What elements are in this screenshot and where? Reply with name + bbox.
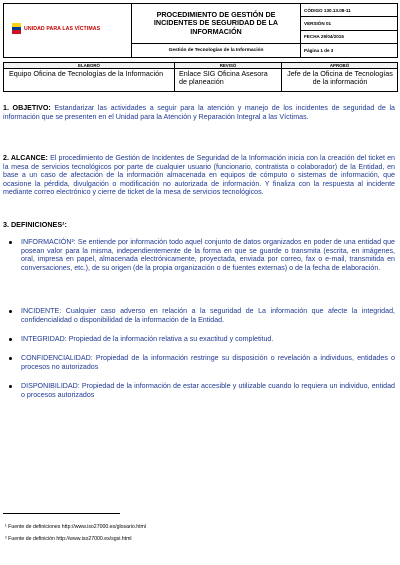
approval-header-aprobo: APROBÓ [329,63,350,68]
definition-term: INTEGRIDAD: [21,335,67,343]
section-alcance [3,154,395,197]
document-title: PROCEDIMIENTO DE GESTIÓN DE INCIDENTES DE SEGURIDAD DE LA INFORMACIÓN [132,4,301,44]
definition-text: Se entiende por información todo aquel conjunto de datos organizados en poder de una entidad que posean valor para la misma, independientemente de la forma en que se guarde o transmita (escrita, en imágenes, oral, impresa en papel, almacenada electrónicamente, proyectada, enviada por correo, fax o e-mail, transmitida en conversaciones, etc.), de su origen (de la propia organización o de fuentes externas) o de la fecha de elaboración. [21,238,395,272]
bullet-icon [9,357,12,360]
bullet-icon [9,310,12,313]
footnote: ² Fuente de definición http://www.iso27000.es/sgsi.html [5,536,132,542]
section-text: El procedimiento de Gestión de Incidentes de Seguridad de la Información inicia con la creación del ticket en la mesa de servicios tecnológicos por parte de cualquier usuario (funcionario, contratista o colaborador) de la Entidad, en base a un caso de afectación de la información almacenada en equipos de cómputo o sistemas de información, que ocasione la pérdida, divulgación o modificación no autorizada de información. Y finaliza con la respuesta al incidente mediante correo electrónico y cierre de ticket de la mesa de servicios tecnológicos. [3,154,395,197]
section-label: 1. OBJETIVO: [3,104,51,112]
footnote-separator [3,513,120,514]
section-objetivo [3,104,395,121]
section-label: 2. ALCANCE: [3,154,48,162]
definition-text: Cualquier caso adverso en relación a la seguridad de La información que afecte la integridad, confidencialidad o disponibilidad de la información de la Entidad. [21,307,395,324]
bullet-icon [9,385,12,388]
logo-text: UNIDAD PARA LAS VÍCTIMAS [24,25,101,32]
approvals-table [3,62,398,92]
section-definiciones-label: 3. DEFINICIONES¹: [3,220,67,229]
bullet-icon [9,338,12,341]
page-number: Página 1 de 3 [304,47,334,53]
approval-header-elaboro: ELABORÓ [78,63,100,68]
bullet-icon [9,241,12,244]
document-meta [301,4,397,57]
column-divider [174,63,175,91]
document-code: CÓDIGO 130.13.08-11 [301,4,397,17]
definition-text: Propiedad de la información restringe su disposición o revelación a individuos, entidades o procesos no autorizados [21,354,395,371]
definition-term: INCIDENTE: [21,307,62,315]
logo-cell [4,4,132,57]
document-date: FECHA 29/04/2016 [301,31,397,44]
definition-term: INFORMACIÓN²: [21,238,76,246]
section-text: Estandarizar las actividades a seguir para la atención y manejo de los incidentes de seguridad de la información que se presenten en el Unidad para la Atención y Reparación Integral a las Víctimas. [3,104,395,121]
definition-term: CONFIDENCIALIDAD: [21,354,93,362]
footnote: ¹ Fuente de definiciones http://www.iso27000.es/glosario.html [5,524,147,530]
document-header [3,3,398,58]
colombia-flag-icon [12,23,21,34]
column-divider [281,63,282,91]
definition-text: Propiedad de la información relativa a su exactitud y completitud. [68,335,274,343]
department-name: Gestión de Tecnologías de la Información [132,44,301,57]
logo [12,23,100,34]
approval-value-elaboro: Equipo Oficina de Tecnologías de la Información [9,69,164,78]
document-version: VERSIÓN 01 [301,17,397,30]
approval-header-reviso: REVISÓ [219,63,237,68]
approval-value-aprobo: Jefe de la Oficina de Tecnologías de la información [287,69,393,87]
definition-text: Propiedad de la información de estar accesible y utilizable cuando lo requiera un individuo, entidad o procesos autorizados [21,382,395,399]
definition-term: DISPONIBILIDAD: [21,382,80,390]
approval-value-reviso: Enlace SIG Oficina Asesora de planeación [179,69,268,87]
